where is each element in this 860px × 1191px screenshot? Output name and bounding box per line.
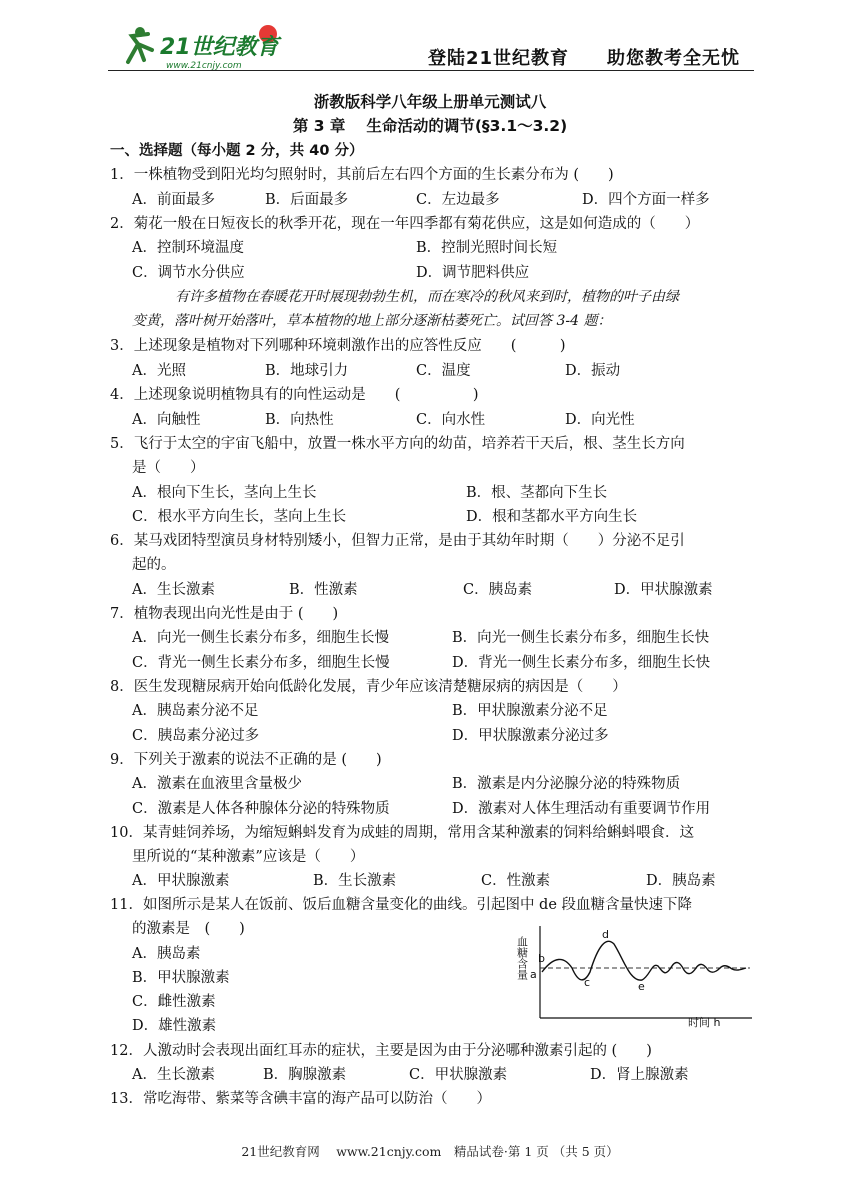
q8-option-b: B．甲状腺激素分泌不足	[452, 703, 608, 719]
q9-option-a: A．激素在血液里含量极少	[132, 776, 302, 792]
header-slogan: 登陆21世纪教育 助您教考全无忧	[428, 48, 741, 69]
logo-runner-icon	[128, 27, 152, 62]
graph-x-label: 时间 h	[688, 1016, 721, 1029]
passage-line-1: 有许多植物在春暖花开时展现勃勃生机，而在寒冷的秋风来到时，植物的叶子由绿	[175, 289, 679, 305]
q10-option-a: A．甲状腺激素	[132, 873, 230, 889]
q10-option-b: B．生长激素	[313, 873, 397, 889]
q5-option-b: B．根、茎都向下生长	[466, 485, 608, 501]
q2-option-b: B．控制光照时间长短	[416, 240, 558, 256]
question-12: 12．人激动时会表现出面红耳赤的症状，主要是因为由于分泌哪种激素引起的 ( )	[110, 1043, 652, 1059]
logo-image	[118, 22, 293, 72]
q4-option-d: D．向光性	[565, 412, 635, 428]
section-heading: 一、选择题（每小题 2 分，共 40 分）	[110, 143, 364, 159]
graph-point-a: a	[530, 968, 537, 981]
q5-option-c: C．根水平方向生长，茎向上生长	[132, 509, 347, 525]
graph-y-label: 血糖含量	[515, 936, 529, 980]
question-13: 13．常吃海带、紫菜等含碘丰富的海产品可以防治（ ）	[110, 1091, 491, 1107]
logo-url: www.21cnjy.com	[166, 61, 242, 71]
q5-option-d: D．根和茎都水平方向生长	[466, 509, 638, 525]
q11-option-d: D．雄性激素	[132, 1018, 217, 1034]
q3-option-c: C．温度	[416, 363, 471, 379]
q1-option-c: C．左边最多	[416, 192, 500, 208]
passage-line-2: 变黄，落叶树开始落叶，草本植物的地上部分逐渐枯萎死亡。试回答 3-4 题：	[132, 313, 612, 329]
question-6-line-2: 起的。	[132, 557, 176, 573]
graph-point-c: c	[584, 976, 591, 989]
question-9: 9．下列关于激素的说法不正确的是 ( )	[110, 752, 382, 768]
blood-sugar-curve	[542, 941, 746, 980]
q9-option-b: B．激素是内分泌腺分泌的特殊物质	[452, 776, 681, 792]
q6-option-c: C．胰岛素	[463, 582, 533, 598]
q3-option-d: D．振动	[565, 363, 621, 379]
question-5-line-2: 是（ ）	[132, 460, 205, 476]
q3-option-b: B．地球引力	[265, 363, 349, 379]
graph-point-e: e	[638, 980, 645, 993]
logo-text: 21世纪教育	[160, 35, 279, 60]
question-5-line-1: 5．飞行于太空的宇宙飞船中，放置一株水平方向的幼苗，培养若干天后，根、茎生长方向	[110, 436, 685, 452]
q12-option-d: D．肾上腺激素	[590, 1067, 689, 1083]
q9-option-d: D．激素对人体生理活动有重要调节作用	[452, 801, 711, 817]
question-10-line-2: 里所说的“某种激素”应该是（ ）	[132, 849, 365, 865]
q7-option-c: C．背光一侧生长素分布多，细胞生长慢	[132, 655, 390, 671]
q10-option-c: C．性激素	[481, 873, 551, 889]
graph-point-b: b	[538, 952, 545, 965]
page-subtitle: 第 3 章 生命活动的调节(§3.1～3.2)	[292, 117, 568, 135]
q2-option-a: A．控制环境温度	[132, 240, 244, 256]
q11-option-a: A．胰岛素	[132, 946, 201, 962]
question-1: 1．一株植物受到阳光均匀照射时，其前后左右四个方面的生长素分布为 ( )	[110, 167, 614, 183]
question-11-line-1: 11．如图所示是某人在饭前、饭后血糖含量变化的曲线。引起图中 de 段血糖含量快速下降	[110, 897, 693, 913]
q9-option-c: C．激素是人体各种腺体分泌的特殊物质	[132, 801, 390, 817]
q12-option-c: C．甲状腺激素	[409, 1067, 508, 1083]
q3-option-a: A．光照	[132, 363, 186, 379]
q6-option-b: B．性激素	[289, 582, 358, 598]
graph-point-d: d	[602, 928, 609, 941]
q7-option-d: D．背光一侧生长素分布多，细胞生长快	[452, 655, 711, 671]
question-2: 2．菊花一般在日短夜长的秋季开花，现在一年四季都有菊花供应，这是如何造成的（ ）	[110, 216, 700, 232]
q11-option-c: C．雌性激素	[132, 994, 216, 1010]
q8-option-d: D．甲状腺激素分泌过多	[452, 728, 609, 744]
header-divider	[108, 70, 754, 71]
question-11-line-2: 的激素是 ( )	[132, 921, 245, 937]
q2-option-d: D．调节肥料供应	[416, 265, 530, 281]
blood-sugar-graph	[515, 922, 756, 1030]
q11-option-b: B．甲状腺激素	[132, 970, 230, 986]
q5-option-a: A．根向下生长，茎向上生长	[132, 485, 317, 501]
q8-option-c: C．胰岛素分泌过多	[132, 728, 260, 744]
q4-option-b: B．向热性	[265, 412, 334, 428]
q10-option-d: D．胰岛素	[646, 873, 716, 889]
q6-option-d: D．甲状腺激素	[614, 582, 713, 598]
q4-option-a: A．向触性	[132, 412, 201, 428]
q4-option-c: C．向水性	[416, 412, 486, 428]
q1-option-b: B．后面最多	[265, 192, 349, 208]
q2-option-c: C．调节水分供应	[132, 265, 245, 281]
q6-option-a: A．生长激素	[132, 582, 215, 598]
page-title: 浙教版科学八年级上册单元测试八	[313, 93, 547, 111]
q7-option-b: B．向光一侧生长素分布多，细胞生长快	[452, 630, 710, 646]
question-3: 3．上述现象是植物对下列哪种环境刺激作出的应答性反应 ( )	[110, 338, 566, 354]
q8-option-a: A．胰岛素分泌不足	[132, 703, 259, 719]
q12-option-b: B．胸腺激素	[263, 1067, 347, 1083]
q1-option-a: A．前面最多	[132, 192, 215, 208]
question-10-line-1: 10．某青蛙饲养场，为缩短蝌蚪发育为成蛙的周期，常用含某种激素的饲料给蝌蚪喂食．这	[110, 825, 694, 841]
question-7: 7．植物表现出向光性是由于 ( )	[110, 606, 339, 622]
question-8: 8．医生发现糖尿病开始向低龄化发展，青少年应该清楚糖尿病的病因是（ ）	[110, 679, 627, 695]
question-6-line-1: 6．某马戏团特型演员身材特别矮小，但智力正常，是由于其幼年时期（ ）分泌不足引	[110, 533, 685, 549]
q12-option-a: A．生长激素	[132, 1067, 215, 1083]
q7-option-a: A．向光一侧生长素分布多，细胞生长慢	[132, 630, 389, 646]
page-footer: 21世纪教育网 www.21cnjy.com 精品试卷·第 1 页 （共 5 页）	[241, 1144, 619, 1159]
q1-option-d: D．四个方面一样多	[582, 192, 710, 208]
question-4: 4．上述现象说明植物具有的向性运动是 ( )	[110, 387, 479, 403]
